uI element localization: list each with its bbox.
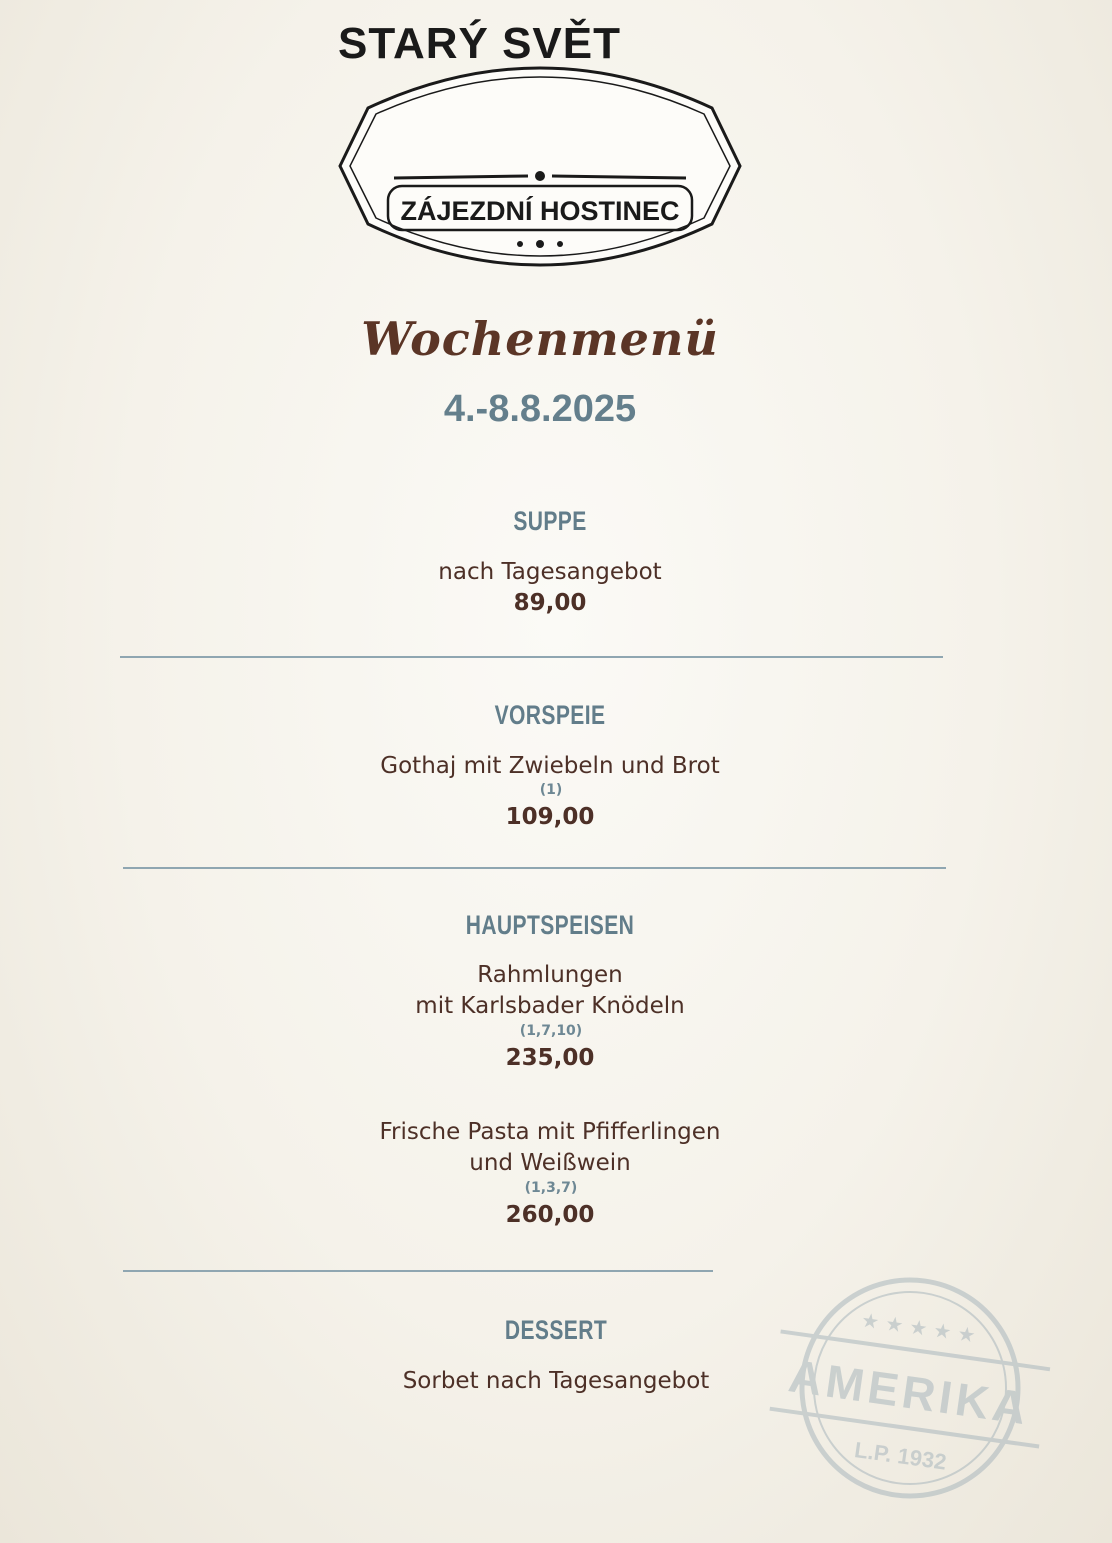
logo-subtitle: ZÁJEZDNÍ HOSTINEC: [400, 196, 680, 226]
price-starter: 109,00: [505, 804, 595, 830]
section-heading-dessert: DESSERT: [504, 1315, 608, 1345]
svg-text:★ ★ ★ ★ ★: ★ ★ ★ ★ ★: [859, 1307, 978, 1348]
dish-main-2-line1: Frische Pasta mit Pfifferlingen: [379, 1119, 721, 1145]
dish-starter: Gothaj mit Zwiebeln und Brot: [380, 753, 720, 779]
allergens-main-1: (1,7,10): [519, 1023, 583, 1039]
section-divider: [123, 867, 946, 869]
stamp-year: L.P. 1932: [852, 1437, 949, 1475]
dish-main-2-line2: und Weißwein: [469, 1150, 631, 1176]
dish-main-1-line1: Rahmlungen: [477, 962, 623, 988]
section-divider: [123, 1270, 713, 1272]
dish-main-1-line2: mit Karlsbader Knödeln: [415, 993, 685, 1019]
stamp-name: AMERIKA: [785, 1349, 1034, 1435]
section-heading-soup: SUPPE: [513, 506, 587, 536]
amerika-stamp: [770, 1268, 1050, 1508]
restaurant-logo: [338, 19, 742, 276]
menu-date: 4.-8.8.2025: [443, 388, 637, 430]
section-divider: [120, 656, 943, 658]
allergens-main-2: (1,3,7): [524, 1180, 578, 1196]
allergens-starter: (1): [539, 782, 563, 798]
logo-name: STARÝ SVĚT: [338, 19, 622, 68]
dish-dessert: Sorbet nach Tagesangebot: [402, 1368, 710, 1394]
section-heading-starter: VORSPEIE: [494, 700, 606, 730]
dish-soup: nach Tagesangebot: [438, 559, 662, 585]
price-soup: 89,00: [513, 590, 587, 616]
price-main-2: 260,00: [505, 1202, 595, 1228]
section-heading-mains: HAUPTSPEISEN: [465, 910, 635, 940]
page-title: Wochenmenü: [361, 312, 719, 366]
price-main-1: 235,00: [505, 1045, 595, 1071]
